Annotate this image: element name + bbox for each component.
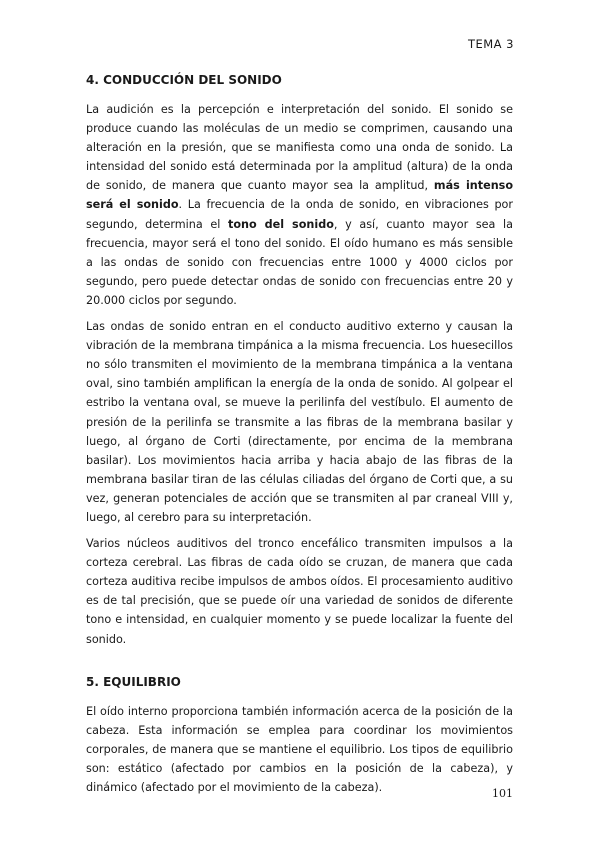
- paragraph-ondas: Las ondas de sonido entran en el conducto auditivo externo y causan la vibración de la membrana timpánica a la misma frecuencia. Los huesecillos no sólo transmiten el movimiento de la membrana timpánica a la ventana oval, sino también amplifican la energía de la onda de sonido. Al golpear el estribo la ventana oval, se mueve la perilinfa del vestíbulo. El aumento de presión de la perilinfa se transmite a las fibras de la membrana basilar y luego, al órgano de Corti (directamente, por encima de la membrana basilar). Los movimientos hacia arriba y hacia abajo de las fibras de la membrana basilar tiran de las células ciliadas del órgano de Corti que, a su vez, generan potenciales de acción que se transmiten al par craneal VIII y, luego, al cerebro para su interpretación.: [86, 320, 513, 524]
- section-spacer: [86, 656, 513, 674]
- section-title-conduccion: 4. CONDUCCIÓN DEL SONIDO: [86, 73, 282, 87]
- page-content: [86, 72, 513, 804]
- chapter-tag: TEMA 3: [467, 37, 514, 51]
- paragraph-audicion: [86, 100, 513, 310]
- paragraph-text: La audición es la percepción e interpretación del sonido. El sonido se produce cuando las moléculas de un medio se comprimen, causando una alteración en la presión, que se manifiesta como una onda de sonido. La intensidad del sonido está determinada por la amplitud (altura) de la onda de sonido, de manera que cuanto mayor sea la amplitud,: [86, 103, 513, 193]
- section-title-equilibrio: 5. EQUILIBRIO: [86, 674, 181, 689]
- paragraph-text: . La frecuencia de la onda de sonido, en vibraciones por segundo, determina el: [86, 198, 513, 231]
- bold-phrase-tono: tono del sonido: [228, 217, 334, 231]
- paragraph-nucleos: Varios núcleos auditivos del tronco encefálico transmiten impulsos a la corteza cerebral. Las fibras de cada oído se cruzan, de manera que cada corteza auditiva recibe impulsos de ambos oídos. El procesamiento auditivo es de tal precisión, que se puede oír una variedad de sonidos de diferente tono e intensidad, en cualquier momento y se puede localizar la fuente del sonido.: [86, 537, 513, 646]
- bold-phrase-intensidad: más intenso será el sonido: [86, 179, 514, 212]
- paragraph-text: , y así, cuanto mayor sea la frecuencia, mayor será el tono del sonido. El oído humano es más sensible a las ondas de sonido con frecuencias entre 1000 y 4000 ciclos por segundo, pero puede detectar ondas de sonido con frecuencias entre 20 y 20.000 ciclos por segundo.: [86, 217, 513, 307]
- paragraph-equilibrio: El oído interno proporciona también información acerca de la posición de la cabeza. Esta información se emplea para coordinar los movimientos corporales, de manera que se mantiene el equilibrio. Los tipos de equilibrio son: estático (afectado por cambios en la posición de la cabeza), y dinámico (afectado por el movimiento de la cabeza).: [86, 704, 513, 794]
- page-number: 101: [492, 787, 513, 800]
